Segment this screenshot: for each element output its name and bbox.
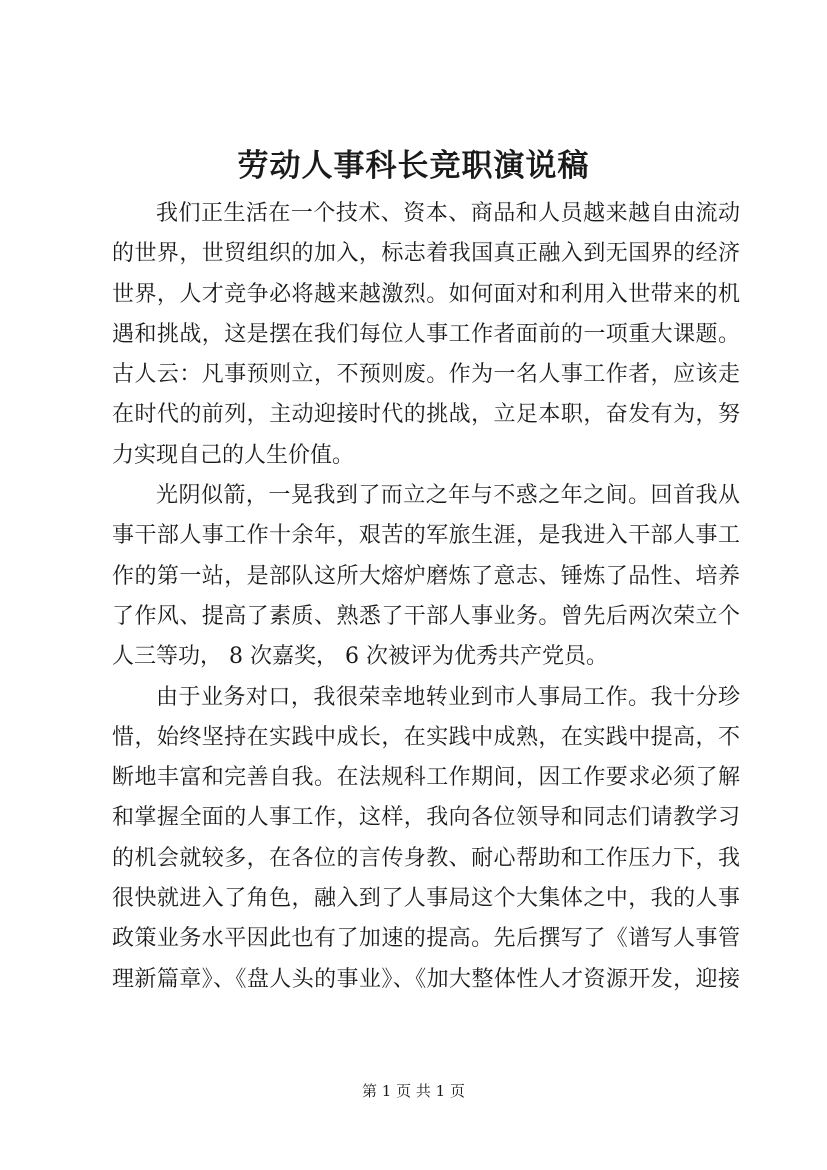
page-footer: 第 1 页 共 1 页 xyxy=(362,1082,465,1100)
text-line: 和掌握全面的人事工作，这样，我向各位领导和同志们请教学习 xyxy=(112,805,740,831)
text-line: 遇和挑战，这是摆在我们每位人事工作者面前的一项重大课题。 xyxy=(112,321,740,347)
text-line: 政策业务水平因此也有了加速的提高。先后撰写了《谱写人事管 xyxy=(112,926,740,952)
text-line: 作的第一站，是部队这所大熔炉磨炼了意志、锤炼了品性、培养 xyxy=(112,563,740,589)
text-line: 了作风、提高了素质、熟悉了干部人事业务。曾先后两次荣立个 xyxy=(112,603,740,629)
text-line: 惜，始终坚持在实践中成长，在实践中成熟，在实践中提高，不 xyxy=(112,724,740,750)
text-line: 理新篇章》、《盘人头的事业》、《加大整体性人才资源开发，迎接 xyxy=(112,966,740,992)
text-line: 由于业务对口，我很荣幸地转业到市人事局工作。我十分珍 xyxy=(156,684,740,710)
text-line: 在时代的前列，主动迎接时代的挑战，立足本职，奋发有为，努 xyxy=(112,402,740,428)
text-line: 光阴似箭，一晃我到了而立之年与不惑之年之间。回首我从 xyxy=(156,483,740,509)
text-line: 的机会就较多，在各位的言传身教、耐心帮助和工作压力下，我 xyxy=(112,845,740,871)
text-line: 断地丰富和完善自我。在法规科工作期间，因工作要求必须了解 xyxy=(112,765,740,791)
text-line: 人三等功， 8 次嘉奖， 6 次被评为优秀共产党员。 xyxy=(112,644,608,670)
text-line: 古人云：凡事预则立，不预则废。作为一名人事工作者，应该走 xyxy=(112,362,740,388)
text-line: 世界，人才竞争必将越来越激烈。如何面对和利用入世带来的机 xyxy=(112,281,740,307)
text-line: 很快就进入了角色，融入到了人事局这个大集体之中，我的人事 xyxy=(112,886,740,912)
text-line: 的世界，世贸组织的加入，标志着我国真正融入到无国界的经济 xyxy=(112,241,740,267)
text-line: 力实现自己的人生价值。 xyxy=(112,442,355,468)
text-line: 我们正生活在一个技术、资本、商品和人员越来越自由流动 xyxy=(156,201,740,226)
text-line: 事干部人事工作十余年，艰苦的军旅生涯，是我进入干部人事工 xyxy=(112,523,740,549)
document-title: 劳动人事科长竞职演说稿 xyxy=(237,148,590,184)
document-body xyxy=(112,194,740,1000)
